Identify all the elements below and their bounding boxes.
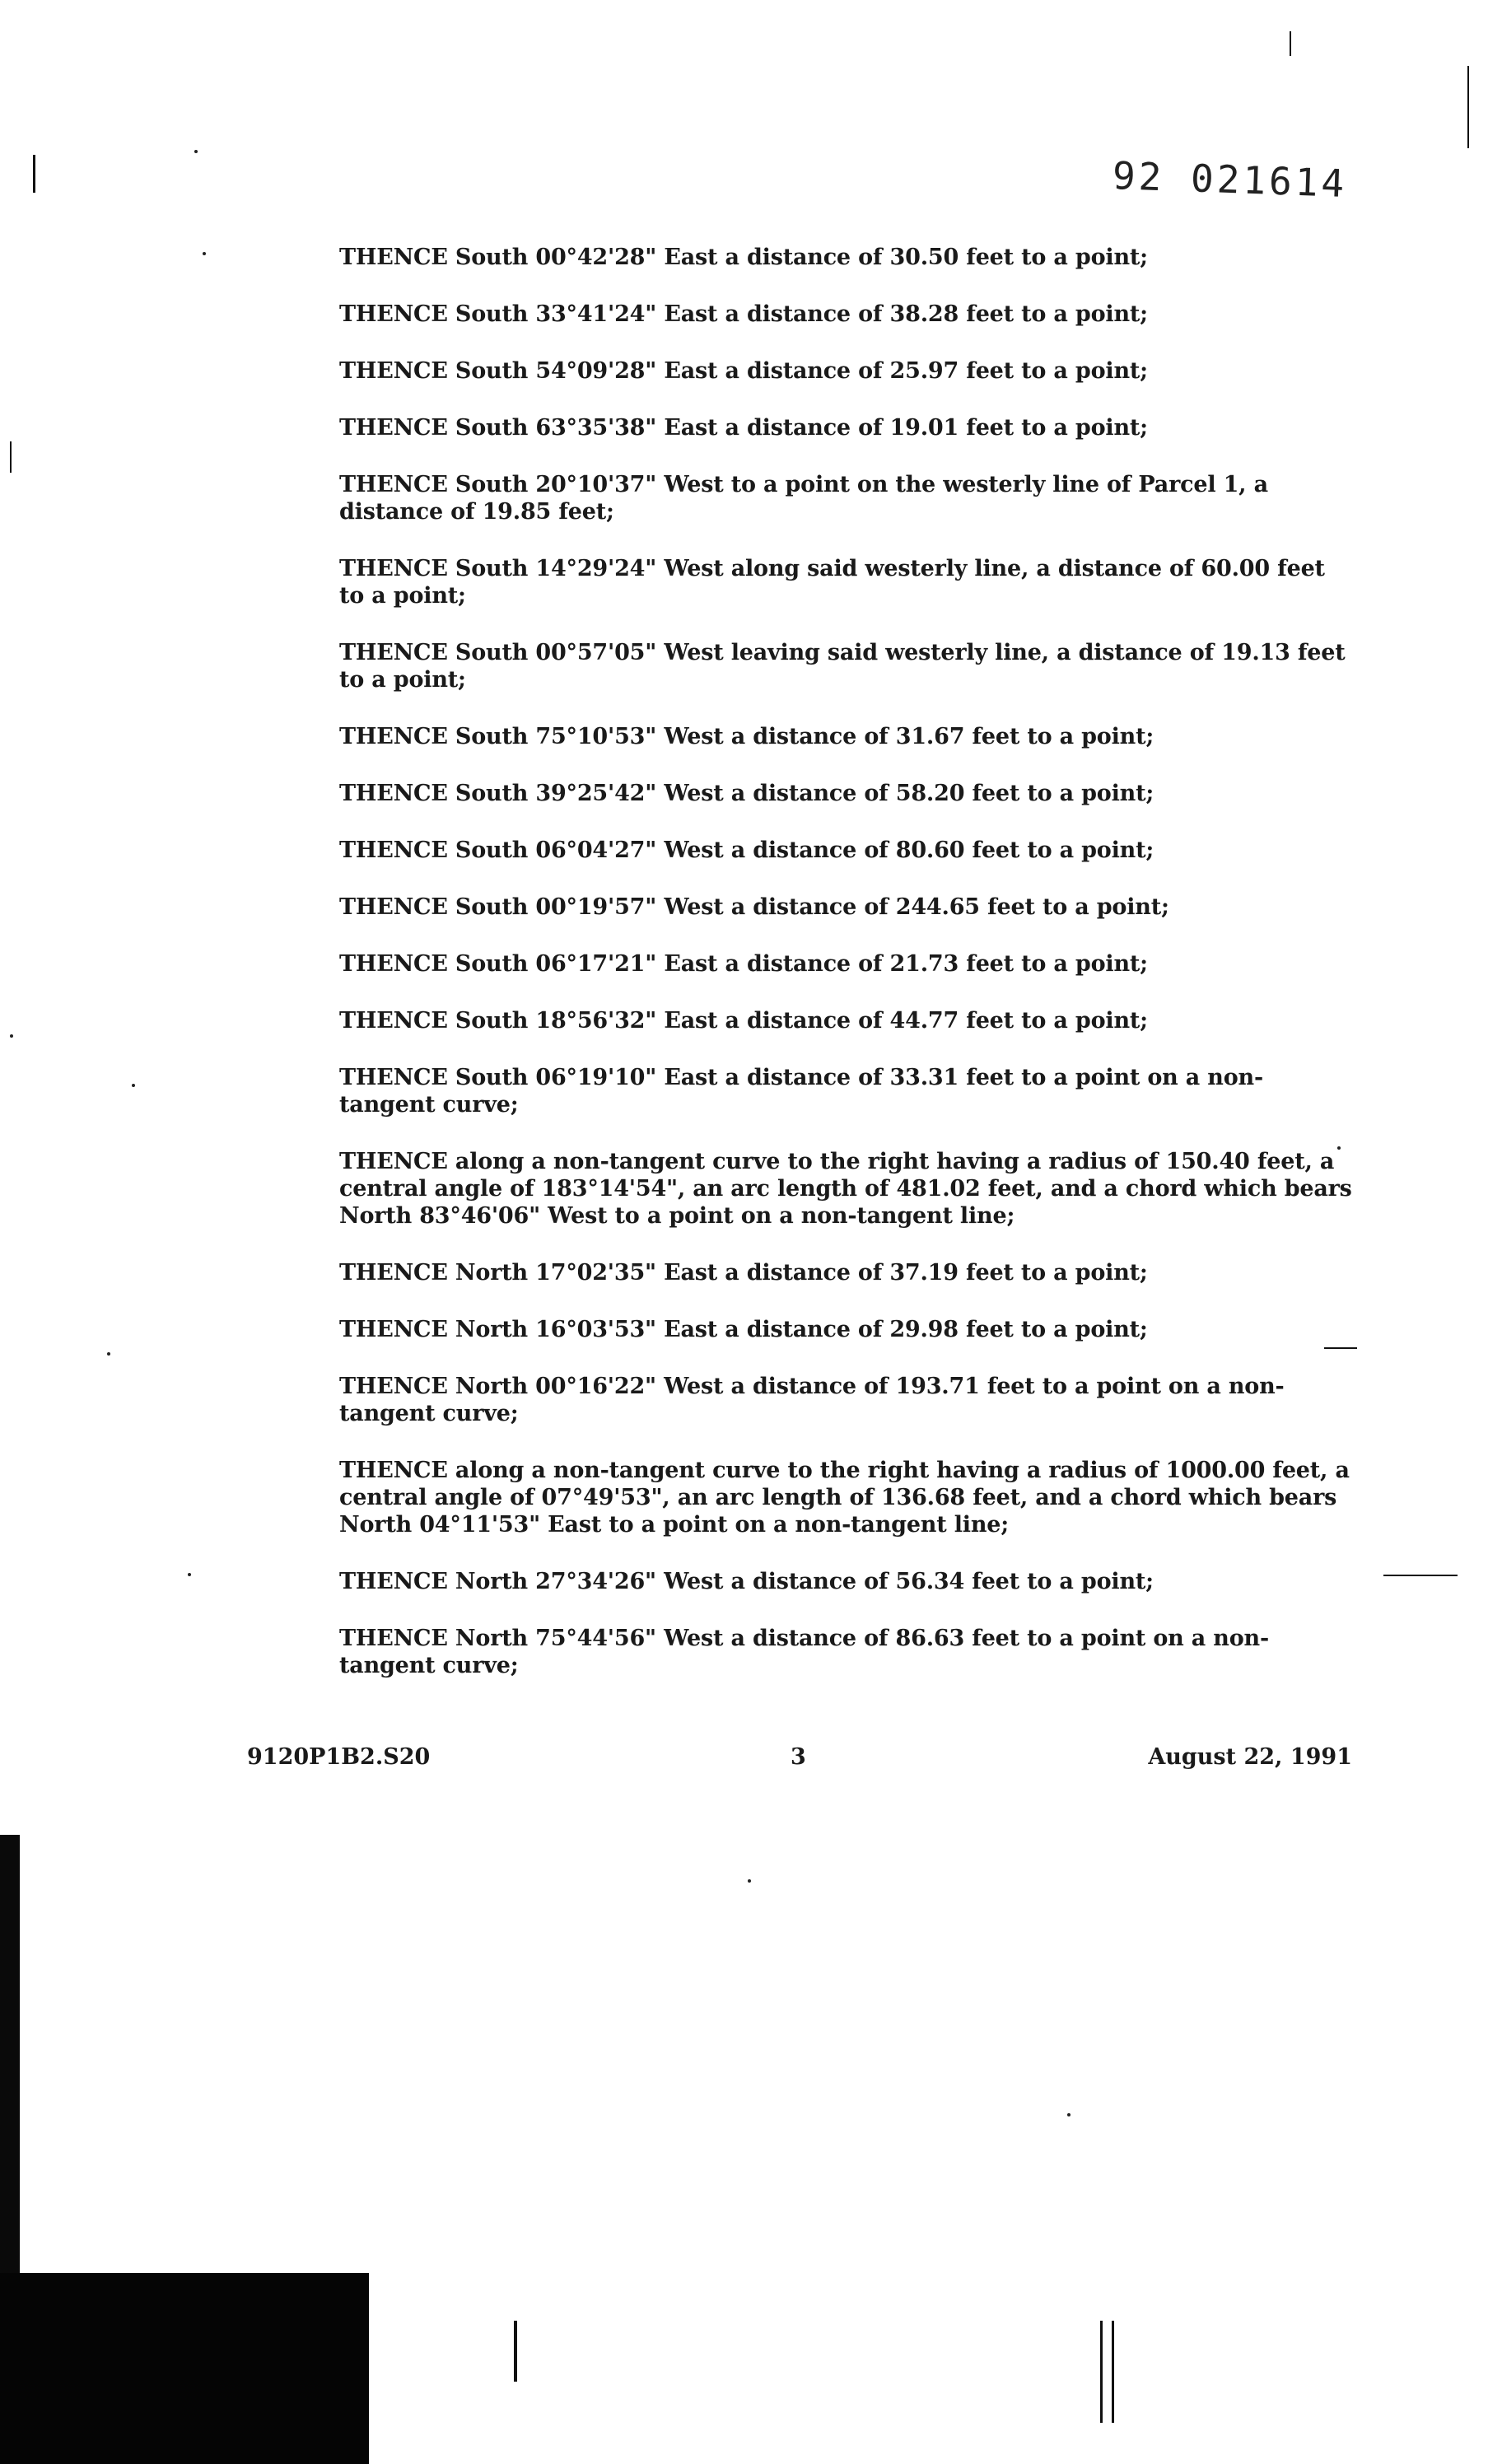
call-item: THENCE North 27°34'26" West a distance of 56.34 feet to a point; [339,1569,1154,1594]
scan-speck [10,1034,13,1038]
call-item: THENCE South 00°42'28" East a distance of 30.50 feet to a point; [339,245,1148,270]
scan-speck [107,1352,110,1356]
call-item: THENCE South 14°29'24" West along said westerly line, a distance of 60.00 feet to a point; [339,556,1325,609]
recording-number: 92 021614 [1112,153,1349,206]
call-item: THENCE North 00°16'22" West a distance of 193.71 feet to a point on a non-tangent curve; [339,1374,1285,1426]
call-item: THENCE along a non-tangent curve to the right having a radius of 150.40 feet, a central angle of 183°14'54", an arc length of 481.02 feet, and a chord which bears North 83°46'06" West to a point on a non-tangent line; [339,1149,1352,1229]
call-item: THENCE South 20°10'37" West to a point on the westerly line of Parcel 1, a distance of 19.85 feet; [339,472,1268,525]
call-item: THENCE South 63°35'38" East a distance of 19.01 feet to a point; [339,415,1148,441]
call-item: THENCE South 06°19'10" East a distance of 33.31 feet to a point on a non-tangent curve; [339,1065,1263,1118]
call-item: THENCE North 16°03'53" East a distance of 29.98 feet to a point; [339,1317,1148,1342]
scan-line-mark [33,155,35,193]
scan-dark-region [0,2273,369,2464]
scan-line-mark [1324,1347,1357,1349]
call-item: THENCE North 75°44'56" West a distance of 86.63 feet to a point on a non-tangent curve; [339,1626,1269,1678]
call-item: THENCE South 06°17'21" East a distance of 21.73 feet to a point; [339,951,1148,977]
scan-speck [203,252,206,255]
call-item: THENCE South 06°04'27" West a distance of 80.60 feet to a point; [339,838,1154,863]
scan-line-mark [514,2321,517,2382]
page-footer [247,1744,1352,1777]
call-item: THENCE South 18°56'32" East a distance of 44.77 feet to a point; [339,1008,1148,1034]
legal-description-calls [339,244,1352,1709]
scan-speck [748,1879,751,1883]
call-item: THENCE South 33°41'24" East a distance of 38.28 feet to a point; [339,301,1148,327]
scan-speck [194,150,198,153]
scan-line-mark [1290,31,1291,56]
call-item: THENCE South 75°10'53" West a distance of 31.67 feet to a point; [339,724,1154,749]
scan-speck [188,1573,191,1576]
scan-speck [1067,2113,1071,2116]
scan-line-mark [1112,2321,1114,2423]
scan-line-mark [1467,66,1469,148]
call-item: THENCE North 17°02'35" East a distance of 37.19 feet to a point; [339,1260,1148,1286]
call-item: THENCE South 00°19'57" West a distance of 244.65 feet to a point; [339,894,1169,920]
document-date: August 22, 1991 [1148,1744,1352,1770]
page-number: 3 [791,1744,806,1770]
scan-line-mark [1100,2321,1103,2423]
file-code: 9120P1B2.S20 [247,1744,431,1770]
call-item: THENCE South 00°57'05" West leaving said westerly line, a distance of 19.13 feet to a point; [339,640,1346,693]
scan-line-mark [10,441,12,473]
scan-speck [1337,1146,1341,1150]
scan-speck [132,1084,135,1087]
scan-line-mark [1383,1575,1458,1576]
call-item: THENCE along a non-tangent curve to the right having a radius of 1000.00 feet, a central angle of 07°49'53", an arc length of 136.68 feet, and a chord which bears North 04°11'53" East to a point on a non-tangent line; [339,1458,1350,1538]
call-item: THENCE South 54°09'28" East a distance of 25.97 feet to a point; [339,358,1148,384]
call-item: THENCE South 39°25'42" West a distance of 58.20 feet to a point; [339,781,1154,806]
